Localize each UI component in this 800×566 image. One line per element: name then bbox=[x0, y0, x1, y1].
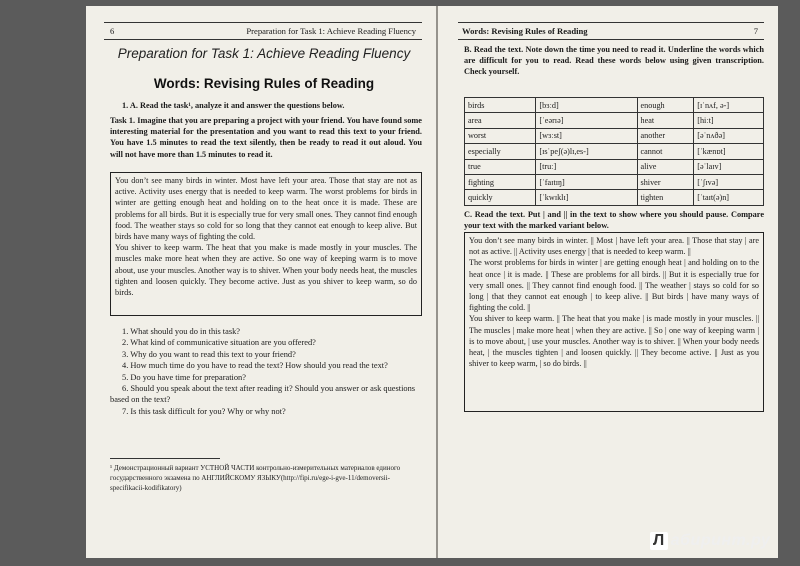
reading-text-box bbox=[110, 172, 422, 316]
chapter-title: Preparation for Task 1: Achieve Reading Fluency bbox=[117, 46, 411, 61]
watermark-logo bbox=[650, 532, 770, 550]
word-cell: alive bbox=[637, 159, 694, 174]
transcription-cell: [ˈfaɪtɪŋ] bbox=[536, 174, 637, 189]
word-cell: worst bbox=[465, 128, 536, 143]
watermark-badge: Л bbox=[650, 532, 668, 550]
transcription-cell: [ˈkwɪklɪ] bbox=[536, 190, 637, 205]
question-item: 6. Should you speak about the text after reading it? Should you answer or ask questions based on the text? bbox=[110, 384, 416, 405]
watermark-text: абиринт.ру bbox=[670, 532, 771, 549]
marked-text-box bbox=[464, 232, 764, 412]
left-running-head bbox=[104, 22, 422, 40]
table-row bbox=[465, 113, 764, 128]
question-item: 2. What kind of communicative situation are you offered? bbox=[122, 338, 316, 348]
table-row bbox=[465, 98, 764, 113]
transcription-cell: [əˈlaɪv] bbox=[694, 159, 764, 174]
question-item: 7. Is this task difficult for you? Why or why not? bbox=[122, 406, 286, 416]
footnote: ¹ Демонстрационный вариант УСТНОЙ ЧАСТИ контрольно-измерительных материалов единого государственного экзамена по АНГЛИЙСКОМУ ЯЗЫКУ(http://fipi.ru/ege-i-gve-11/demoversii-specifikacii-kodifikatory) bbox=[110, 464, 401, 492]
question-item: 1. What should you do in this task? bbox=[122, 327, 241, 336]
word-cell: birds bbox=[465, 98, 536, 113]
transcription-table-body bbox=[465, 98, 764, 206]
left-running-title: Preparation for Task 1: Achieve Reading Fluency bbox=[246, 26, 416, 36]
transcription-cell: [ˈkænɒt] bbox=[694, 144, 764, 159]
question-item: 3. Why do you want to read this text to your friend? bbox=[122, 349, 296, 359]
section-title: Words: Revising Rules of Reading bbox=[153, 76, 375, 91]
transcription-cell: [ɪˈnʌf, ə-] bbox=[694, 98, 764, 113]
word-cell: another bbox=[637, 128, 694, 143]
transcription-cell: [əˈnʌðə] bbox=[694, 128, 764, 143]
table-row bbox=[465, 190, 764, 205]
questions-list bbox=[110, 326, 420, 417]
left-page bbox=[86, 6, 436, 558]
reading-paragraph: You don’t see many birds in winter. Most have left your area. Those that stay are not as active. Activity uses energy that is needed to keep warm. The worst problems for birds in winter are getting enough heat and holding on to the heat once it is made. These are problems for all birds. But it is especially true for very small ones. They cannot find enough food. The weather stays so cold for so long that they cannot eat enough to keep alive. But birds have many ways of fighting the cold. bbox=[115, 176, 417, 242]
transcription-cell: [truː] bbox=[536, 159, 637, 174]
word-cell: cannot bbox=[637, 144, 694, 159]
question-item: 4. How much time do you have to read the text? How should you read the text? bbox=[122, 361, 388, 371]
right-running-title: Words: Revising Rules of Reading bbox=[462, 26, 588, 36]
word-cell: tighten bbox=[637, 190, 694, 205]
table-row bbox=[465, 159, 764, 174]
transcription-table bbox=[464, 97, 764, 206]
table-row bbox=[465, 128, 764, 143]
word-cell: quickly bbox=[465, 190, 536, 205]
transcription-cell: [wɜːst] bbox=[536, 128, 637, 143]
word-cell: area bbox=[465, 113, 536, 128]
task-description: Task 1. Imagine that you are preparing a project with your friend. You have found some interesting material for the presentation and you want to read this text to your friend. You have 1.5 minutes to read the text silently, then be ready to read it out aloud. You will not have more than 1.5 minutes to read it. bbox=[110, 116, 422, 159]
word-cell: fighting bbox=[465, 174, 536, 189]
question-item: 5. Do you have time for preparation? bbox=[122, 372, 246, 382]
word-cell: especially bbox=[465, 144, 536, 159]
transcription-cell: [ɪsˈpeʃ(ə)lɪ,es-] bbox=[536, 144, 637, 159]
instruction-b: B. Read the text. Note down the time you need to read it. Underline the words which are difficult for you to read. Read these words below using given transcription. Check yourself. bbox=[464, 45, 764, 77]
transcription-cell: [ˈʃɪvə] bbox=[694, 174, 764, 189]
transcription-cell: [hiːt] bbox=[694, 113, 764, 128]
marked-paragraph: You don’t see many birds in winter. || Most | have left your area. || Those that stay | are not as active. || Activity uses energy | that is needed to keep warm. || bbox=[469, 236, 759, 257]
transcription-cell: [ˈtaɪt(ə)n] bbox=[694, 190, 764, 205]
reading-paragraph: You shiver to keep warm. The heat that you make is made mostly in your muscles. The muscles make more heat when they are active. So one way of keeping warm is to move about, use your muscles. Another way is to shiver. When your body needs heat, the muscles tighten and loosen quickly. They become active. Just as you shiver to keep warm, so do birds. bbox=[115, 243, 417, 298]
left-page-number: 6 bbox=[110, 26, 115, 36]
word-cell: true bbox=[465, 159, 536, 174]
marked-paragraph: The worst problems for birds in winter | are getting enough heat | and holding on to the heat once | it is made. || These are problems for all birds. || But it is especially true for very small ones. || They cannot find enough food. || The weather | stays so cold for so long | that they cannot eat enough | to keep alive. || But birds | have many ways of fighting the cold. || bbox=[469, 258, 759, 313]
transcription-cell: [bɜːd] bbox=[536, 98, 637, 113]
table-row bbox=[465, 144, 764, 159]
marked-paragraph: You shiver to keep warm. || The heat that you make | is made mostly in your muscles. || The muscles | make more heat | when they are active. || So | one way of keeping warm | is to move about, | use your muscles. Another way is to shiver. || When your body needs heat, | the muscles tighten | and loosen quickly. || They become active. || Just as you shiver to keep warm, | so do birds. || bbox=[469, 314, 759, 369]
instruction-c: C. Read the text. Put | and || in the text to show where you should pause. Compare your text with the marked variant below. bbox=[464, 210, 764, 231]
transcription-cell: [ˈeərɪə] bbox=[536, 113, 637, 128]
word-cell: enough bbox=[637, 98, 694, 113]
table-row bbox=[465, 174, 764, 189]
footnote-rule bbox=[110, 458, 220, 459]
right-running-head bbox=[458, 22, 764, 40]
word-cell: heat bbox=[637, 113, 694, 128]
word-cell: shiver bbox=[637, 174, 694, 189]
instruction-a: 1. A. Read the task¹, analyze it and answer the questions below. bbox=[122, 101, 345, 110]
right-page bbox=[438, 6, 778, 558]
right-page-number: 7 bbox=[753, 26, 758, 36]
